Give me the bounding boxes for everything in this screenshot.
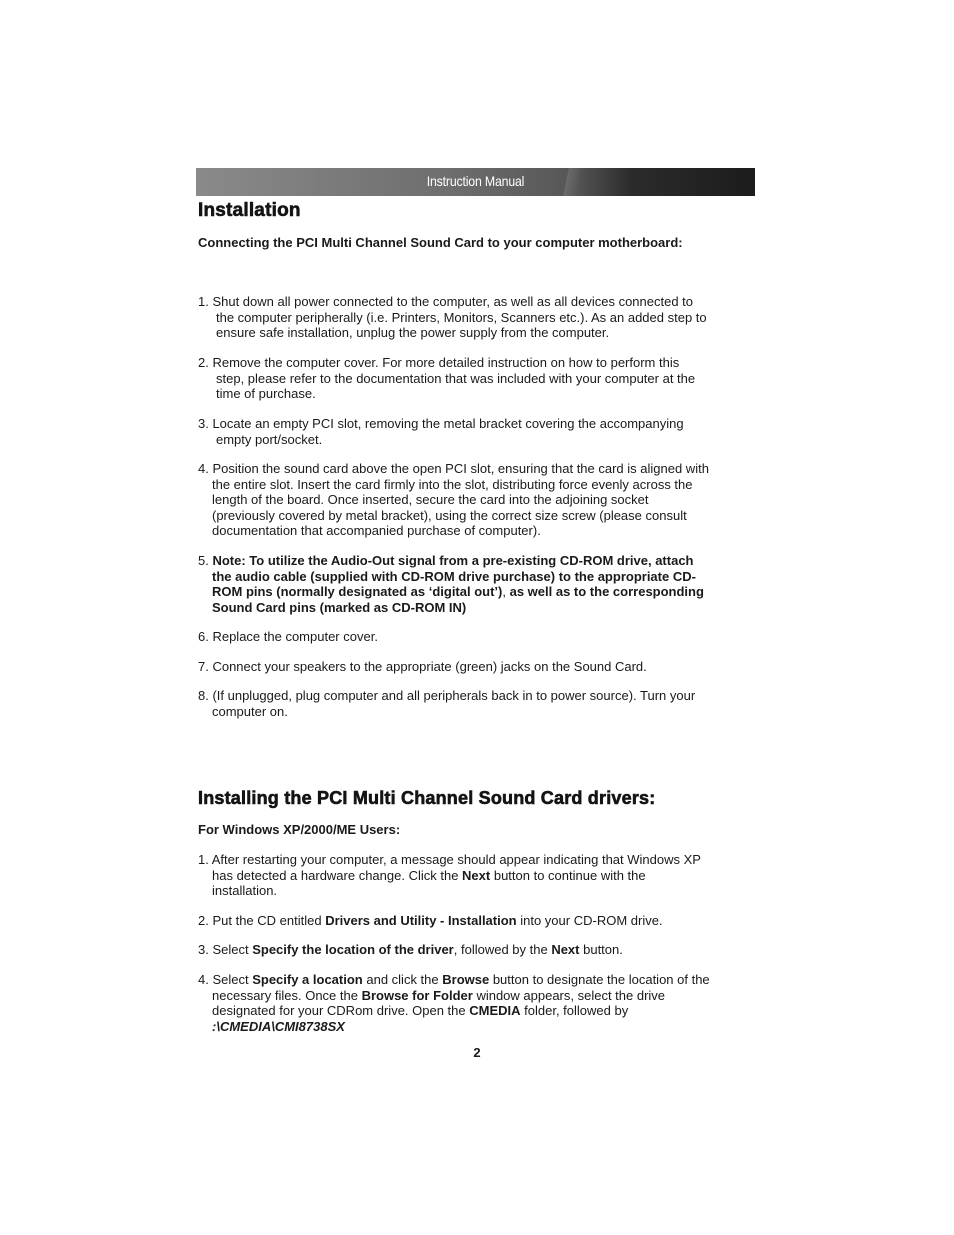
drivers-subtitle: For Windows XP/2000/ME Users: (198, 822, 401, 837)
step-line: 6. Replace the computer cover. (198, 629, 378, 644)
drivers-step-2 (198, 913, 758, 929)
step-line: the audio cable (supplied with CD-ROM drive purchase) to the appropriate CD- (212, 568, 696, 584)
step-text: , followed by the (453, 942, 552, 957)
installation-step-6 (198, 629, 758, 645)
step-line: (previously covered by metal bracket), using the correct size screw (please consult (212, 507, 687, 523)
browse-button-label: Browse (442, 972, 490, 987)
step-text: necessary files. Once the (212, 987, 362, 1003)
step-line (198, 988, 758, 1004)
step-text: has detected a hardware change. Click the (212, 867, 463, 883)
step-line (198, 584, 758, 600)
cd-title: Drivers and Utility - Installation (325, 913, 517, 928)
installation-subtitle: Connecting the PCI Multi Channel Sound Card to your computer motherboard: (198, 235, 683, 250)
step-text: button to continue with the (490, 867, 646, 883)
header-title: Instruction Manual (426, 173, 525, 189)
installation-step-7 (198, 659, 758, 675)
step-line: 3. Locate an empty PCI slot, removing the metal bracket covering the accompanying (198, 416, 684, 431)
step-text: 3. Select (198, 942, 253, 957)
step-line: 1. Shut down all power connected to the computer, as well as all devices connected to (198, 294, 694, 309)
step-text: window appears, select the drive (472, 987, 666, 1003)
step-text: designated for your CDRom drive. Open the (212, 1003, 470, 1019)
step-line (198, 868, 758, 884)
step-line: installation. (212, 883, 278, 899)
step-text: into your CD-ROM drive. (516, 913, 663, 928)
next-button-label: Next (551, 942, 580, 957)
step-line: 8. (If unplugged, plug computer and all peripherals back in to power source). Turn your (198, 688, 696, 703)
step-line: step, please refer to the documentation that was included with your computer at the (216, 370, 696, 386)
header-bar (196, 168, 755, 196)
step-line: 1. After restarting your computer, a message should appear indicating that Windows XP (198, 852, 701, 867)
step-line (198, 913, 758, 929)
installation-step-1 (198, 294, 758, 341)
window-label: Browse for Folder (361, 987, 473, 1003)
step-text: button. (579, 942, 623, 957)
note-text: ROM pins (normally designated as ‘digital out’) (212, 584, 503, 600)
step-line: 4. Position the sound card above the open PCI slot, ensuring that the card is aligned with (198, 461, 709, 476)
drivers-step-3 (198, 942, 758, 958)
step-text: 2. Put the CD entitled (198, 913, 326, 928)
step-line: computer on. (212, 703, 288, 719)
step-line: Sound Card pins (marked as CD-ROM IN) (212, 599, 467, 615)
drivers-step-4 (198, 972, 758, 1034)
step-line: 7. Connect your speakers to the appropriate (green) jacks on the Sound Card. (198, 659, 647, 674)
installation-step-3 (198, 416, 758, 447)
option-label: Specify the location of the driver (252, 942, 454, 957)
next-button-label: Next (462, 867, 491, 883)
installation-step-5-note (198, 553, 758, 615)
note-text: as well as to the corresponding (509, 584, 704, 600)
step-line: 2. Remove the computer cover. For more detailed instruction on how to perform this (198, 355, 680, 370)
folder-path: :\CMEDIA\CMI8738SX (212, 1018, 345, 1034)
page-number: 2 (473, 1045, 481, 1060)
step-number: 5. (198, 553, 213, 568)
note-text: Note: To utilize the Audio-Out signal from a pre-existing CD-ROM drive, attach (212, 553, 694, 568)
step-line: the entire slot. Insert the card firmly into the slot, distributing force evenly across the (212, 476, 693, 492)
installation-title: Installation (198, 200, 301, 221)
step-line: time of purchase. (216, 386, 316, 402)
installation-step-2 (198, 355, 758, 402)
step-line: documentation that accompanied purchase of computer). (212, 523, 541, 539)
step-line: empty port/socket. (216, 431, 323, 447)
drivers-title: Installing the PCI Multi Channel Sound Card drivers: (198, 788, 656, 808)
step-line (198, 553, 758, 569)
step-text: folder, followed by (520, 1003, 629, 1019)
step-line: the computer peripherally (i.e. Printers, Monitors, Scanners etc.). As an added step to (216, 309, 707, 325)
installation-step-8 (198, 688, 758, 719)
option-label: Specify a location (252, 972, 363, 987)
step-line: ensure safe installation, unplug the power supply from the computer. (216, 325, 610, 341)
drivers-step-1 (198, 852, 758, 899)
note-separator: , (502, 584, 510, 600)
step-text: 4. Select (198, 972, 253, 987)
step-text: and click the (362, 972, 443, 987)
step-line (198, 942, 758, 958)
step-line (198, 972, 758, 988)
folder-label: CMEDIA (469, 1003, 521, 1019)
installation-step-4 (198, 461, 758, 539)
step-text: button to designate the location of the (489, 972, 710, 987)
step-line (198, 1003, 758, 1019)
step-line: length of the board. Once inserted, secure the card into the adjoining socket (212, 492, 649, 508)
